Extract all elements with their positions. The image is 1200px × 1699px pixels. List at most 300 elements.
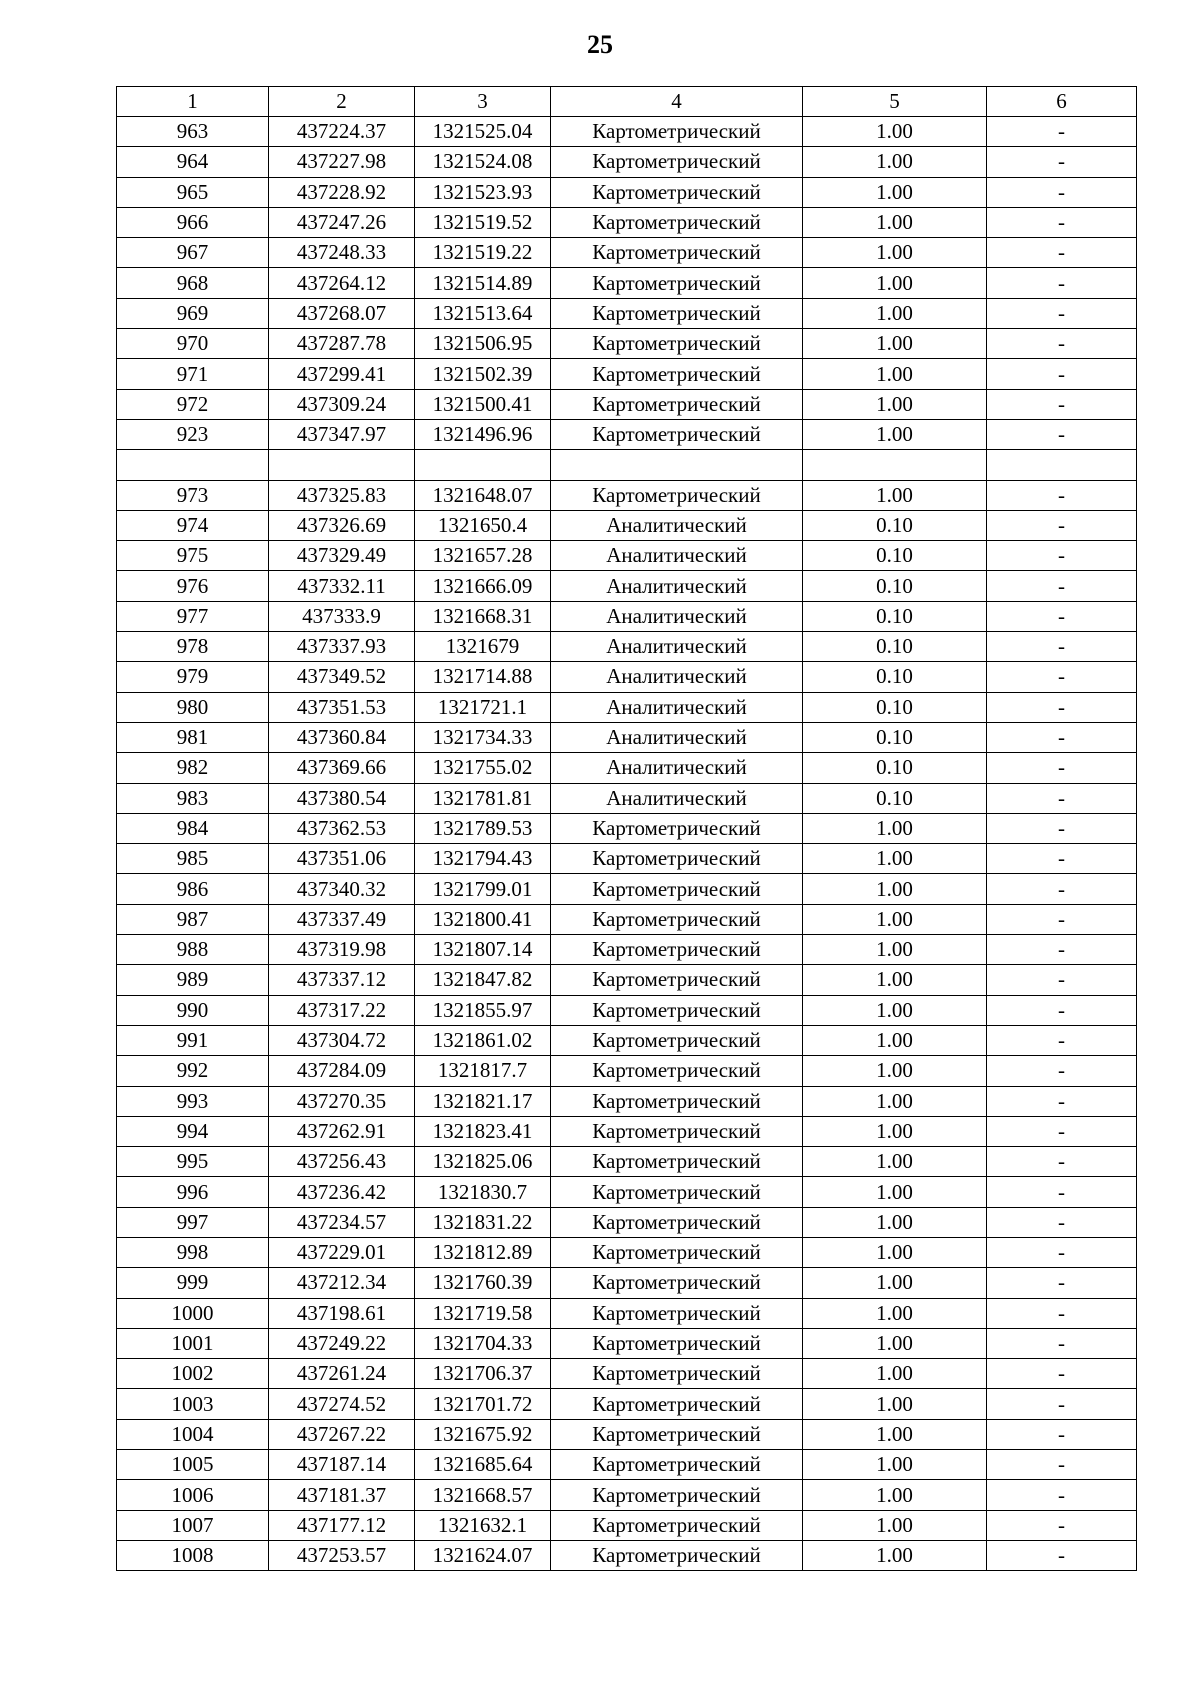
x-coordinate-cell: 437248.33	[269, 238, 415, 268]
point-number-cell: 971	[117, 359, 269, 389]
x-coordinate-cell	[269, 450, 415, 480]
table-row	[117, 510, 1137, 540]
accuracy-cell: 1.00	[803, 419, 987, 449]
y-coordinate-cell: 1321800.41	[415, 904, 551, 934]
point-number-cell: 976	[117, 571, 269, 601]
description-cell: -	[987, 813, 1137, 843]
description-cell: -	[987, 662, 1137, 692]
accuracy-cell: 1.00	[803, 207, 987, 237]
y-coordinate-cell: 1321855.97	[415, 995, 551, 1025]
x-coordinate-cell: 437337.12	[269, 965, 415, 995]
column-header: 5	[803, 87, 987, 117]
method-cell: Картометрический	[551, 1086, 803, 1116]
column-header: 4	[551, 87, 803, 117]
accuracy-cell: 1.00	[803, 298, 987, 328]
accuracy-cell: 1.00	[803, 1450, 987, 1480]
method-cell: Картометрический	[551, 1207, 803, 1237]
point-number-cell: 995	[117, 1147, 269, 1177]
y-coordinate-cell: 1321831.22	[415, 1207, 551, 1237]
x-coordinate-cell: 437267.22	[269, 1419, 415, 1449]
description-cell: -	[987, 1480, 1137, 1510]
table-row	[117, 904, 1137, 934]
method-cell: Картометрический	[551, 1025, 803, 1055]
table-row	[117, 359, 1137, 389]
y-coordinate-cell: 1321847.82	[415, 965, 551, 995]
description-cell: -	[987, 1268, 1137, 1298]
y-coordinate-cell: 1321668.57	[415, 1480, 551, 1510]
y-coordinate-cell: 1321624.07	[415, 1540, 551, 1570]
table-row	[117, 632, 1137, 662]
table-row	[117, 692, 1137, 722]
method-cell: Картометрический	[551, 1328, 803, 1358]
y-coordinate-cell: 1321657.28	[415, 541, 551, 571]
method-cell: Картометрический	[551, 177, 803, 207]
point-number-cell: 963	[117, 117, 269, 147]
column-header: 3	[415, 87, 551, 117]
table-row	[117, 935, 1137, 965]
point-number-cell: 1003	[117, 1389, 269, 1419]
method-cell: Картометрический	[551, 965, 803, 995]
x-coordinate-cell: 437340.32	[269, 874, 415, 904]
y-coordinate-cell: 1321668.31	[415, 601, 551, 631]
y-coordinate-cell: 1321794.43	[415, 844, 551, 874]
point-number-cell: 984	[117, 813, 269, 843]
x-coordinate-cell: 437253.57	[269, 1540, 415, 1570]
method-cell: Картометрический	[551, 1389, 803, 1419]
x-coordinate-cell: 437284.09	[269, 1056, 415, 1086]
point-number-cell: 987	[117, 904, 269, 934]
method-cell: Аналитический	[551, 601, 803, 631]
description-cell: -	[987, 904, 1137, 934]
accuracy-cell: 1.00	[803, 1268, 987, 1298]
method-cell: Картометрический	[551, 1147, 803, 1177]
x-coordinate-cell: 437349.52	[269, 662, 415, 692]
method-cell: Картометрический	[551, 1540, 803, 1570]
method-cell: Картометрический	[551, 1056, 803, 1086]
accuracy-cell: 1.00	[803, 1419, 987, 1449]
table-row	[117, 1419, 1137, 1449]
description-cell: -	[987, 874, 1137, 904]
description-cell: -	[987, 571, 1137, 601]
y-coordinate-cell: 1321823.41	[415, 1116, 551, 1146]
accuracy-cell: 0.10	[803, 722, 987, 752]
table-row	[117, 389, 1137, 419]
point-number-cell: 979	[117, 662, 269, 692]
x-coordinate-cell: 437262.91	[269, 1116, 415, 1146]
y-coordinate-cell: 1321817.7	[415, 1056, 551, 1086]
y-coordinate-cell: 1321519.52	[415, 207, 551, 237]
point-number-cell: 975	[117, 541, 269, 571]
coordinates-table	[116, 86, 1137, 1571]
table-row	[117, 783, 1137, 813]
x-coordinate-cell: 437229.01	[269, 1237, 415, 1267]
description-cell: -	[987, 1540, 1137, 1570]
table-row	[117, 1389, 1137, 1419]
table-row	[117, 722, 1137, 752]
point-number-cell: 974	[117, 510, 269, 540]
method-cell: Аналитический	[551, 662, 803, 692]
x-coordinate-cell: 437261.24	[269, 1359, 415, 1389]
table-row	[117, 995, 1137, 1025]
table-row	[117, 207, 1137, 237]
description-cell: -	[987, 753, 1137, 783]
description-cell: -	[987, 117, 1137, 147]
point-number-cell: 1004	[117, 1419, 269, 1449]
accuracy-cell: 1.00	[803, 1389, 987, 1419]
point-number-cell	[117, 450, 269, 480]
accuracy-cell: 1.00	[803, 480, 987, 510]
description-cell	[987, 450, 1137, 480]
point-number-cell: 996	[117, 1177, 269, 1207]
table-row	[117, 571, 1137, 601]
table-row	[117, 419, 1137, 449]
method-cell: Картометрический	[551, 1116, 803, 1146]
point-number-cell: 989	[117, 965, 269, 995]
x-coordinate-cell: 437329.49	[269, 541, 415, 571]
method-cell: Аналитический	[551, 692, 803, 722]
accuracy-cell: 1.00	[803, 1025, 987, 1055]
x-coordinate-cell: 437299.41	[269, 359, 415, 389]
column-header: 1	[117, 87, 269, 117]
x-coordinate-cell: 437347.97	[269, 419, 415, 449]
accuracy-cell: 1.00	[803, 1328, 987, 1358]
method-cell: Аналитический	[551, 571, 803, 601]
description-cell: -	[987, 177, 1137, 207]
method-cell: Картометрический	[551, 147, 803, 177]
x-coordinate-cell: 437187.14	[269, 1450, 415, 1480]
accuracy-cell: 0.10	[803, 662, 987, 692]
accuracy-cell	[803, 450, 987, 480]
y-coordinate-cell: 1321502.39	[415, 359, 551, 389]
x-coordinate-cell: 437317.22	[269, 995, 415, 1025]
x-coordinate-cell: 437325.83	[269, 480, 415, 510]
header-row	[117, 87, 1137, 117]
table-row	[117, 813, 1137, 843]
accuracy-cell: 1.00	[803, 813, 987, 843]
accuracy-cell: 1.00	[803, 1510, 987, 1540]
method-cell: Аналитический	[551, 722, 803, 752]
method-cell: Картометрический	[551, 389, 803, 419]
accuracy-cell: 1.00	[803, 844, 987, 874]
method-cell: Картометрический	[551, 904, 803, 934]
table-row	[117, 1450, 1137, 1480]
x-coordinate-cell: 437224.37	[269, 117, 415, 147]
table-row	[117, 1056, 1137, 1086]
x-coordinate-cell: 437351.53	[269, 692, 415, 722]
point-number-cell: 970	[117, 329, 269, 359]
point-number-cell: 1006	[117, 1480, 269, 1510]
method-cell: Картометрический	[551, 480, 803, 510]
method-cell: Картометрический	[551, 935, 803, 965]
description-cell: -	[987, 1298, 1137, 1328]
x-coordinate-cell: 437287.78	[269, 329, 415, 359]
table-row	[117, 298, 1137, 328]
accuracy-cell: 1.00	[803, 177, 987, 207]
method-cell: Картометрический	[551, 1450, 803, 1480]
y-coordinate-cell: 1321807.14	[415, 935, 551, 965]
y-coordinate-cell: 1321506.95	[415, 329, 551, 359]
table-row	[117, 965, 1137, 995]
accuracy-cell: 0.10	[803, 753, 987, 783]
x-coordinate-cell: 437181.37	[269, 1480, 415, 1510]
description-cell: -	[987, 329, 1137, 359]
description-cell: -	[987, 1389, 1137, 1419]
description-cell: -	[987, 935, 1137, 965]
table-row	[117, 1237, 1137, 1267]
x-coordinate-cell: 437304.72	[269, 1025, 415, 1055]
point-number-cell: 980	[117, 692, 269, 722]
description-cell: -	[987, 541, 1137, 571]
point-number-cell: 993	[117, 1086, 269, 1116]
table-row	[117, 1540, 1137, 1570]
point-number-cell: 1002	[117, 1359, 269, 1389]
table-row	[117, 329, 1137, 359]
y-coordinate-cell: 1321500.41	[415, 389, 551, 419]
method-cell: Картометрический	[551, 1298, 803, 1328]
point-number-cell: 998	[117, 1237, 269, 1267]
x-coordinate-cell: 437360.84	[269, 722, 415, 752]
x-coordinate-cell: 437274.52	[269, 1389, 415, 1419]
table-row	[117, 541, 1137, 571]
accuracy-cell: 1.00	[803, 1177, 987, 1207]
description-cell: -	[987, 1177, 1137, 1207]
point-number-cell: 986	[117, 874, 269, 904]
accuracy-cell: 1.00	[803, 935, 987, 965]
y-coordinate-cell: 1321719.58	[415, 1298, 551, 1328]
x-coordinate-cell: 437332.11	[269, 571, 415, 601]
accuracy-cell: 1.00	[803, 147, 987, 177]
y-coordinate-cell: 1321675.92	[415, 1419, 551, 1449]
description-cell: -	[987, 1056, 1137, 1086]
point-number-cell: 1007	[117, 1510, 269, 1540]
point-number-cell: 992	[117, 1056, 269, 1086]
table-row	[117, 1177, 1137, 1207]
point-number-cell: 988	[117, 935, 269, 965]
accuracy-cell: 0.10	[803, 601, 987, 631]
description-cell: -	[987, 419, 1137, 449]
accuracy-cell: 1.00	[803, 904, 987, 934]
accuracy-cell: 1.00	[803, 965, 987, 995]
description-cell: -	[987, 1147, 1137, 1177]
point-number-cell: 967	[117, 238, 269, 268]
method-cell: Аналитический	[551, 541, 803, 571]
point-number-cell: 973	[117, 480, 269, 510]
x-coordinate-cell: 437268.07	[269, 298, 415, 328]
y-coordinate-cell: 1321789.53	[415, 813, 551, 843]
accuracy-cell: 1.00	[803, 1480, 987, 1510]
x-coordinate-cell: 437362.53	[269, 813, 415, 843]
point-number-cell: 981	[117, 722, 269, 752]
method-cell: Картометрический	[551, 329, 803, 359]
method-cell: Картометрический	[551, 874, 803, 904]
accuracy-cell: 1.00	[803, 1116, 987, 1146]
accuracy-cell: 1.00	[803, 874, 987, 904]
y-coordinate-cell: 1321513.64	[415, 298, 551, 328]
x-coordinate-cell: 437351.06	[269, 844, 415, 874]
point-number-cell: 968	[117, 268, 269, 298]
description-cell: -	[987, 1510, 1137, 1540]
point-number-cell: 965	[117, 177, 269, 207]
description-cell: -	[987, 965, 1137, 995]
table-row	[117, 601, 1137, 631]
table-row	[117, 1207, 1137, 1237]
method-cell: Картометрический	[551, 844, 803, 874]
x-coordinate-cell: 437236.42	[269, 1177, 415, 1207]
table-row	[117, 450, 1137, 480]
table-row	[117, 238, 1137, 268]
y-coordinate-cell: 1321514.89	[415, 268, 551, 298]
accuracy-cell: 1.00	[803, 1237, 987, 1267]
accuracy-cell: 1.00	[803, 1207, 987, 1237]
x-coordinate-cell: 437319.98	[269, 935, 415, 965]
method-cell: Картометрический	[551, 1177, 803, 1207]
description-cell: -	[987, 1086, 1137, 1116]
table-row	[117, 1328, 1137, 1358]
description-cell: -	[987, 389, 1137, 419]
point-number-cell: 966	[117, 207, 269, 237]
accuracy-cell: 0.10	[803, 632, 987, 662]
x-coordinate-cell: 437256.43	[269, 1147, 415, 1177]
description-cell: -	[987, 995, 1137, 1025]
method-cell: Картометрический	[551, 1510, 803, 1540]
y-coordinate-cell: 1321760.39	[415, 1268, 551, 1298]
y-coordinate-cell: 1321721.1	[415, 692, 551, 722]
table-row	[117, 268, 1137, 298]
accuracy-cell: 1.00	[803, 329, 987, 359]
page-number: 25	[587, 30, 613, 59]
method-cell: Картометрический	[551, 1480, 803, 1510]
accuracy-cell: 0.10	[803, 783, 987, 813]
description-cell: -	[987, 1025, 1137, 1055]
table-row	[117, 1359, 1137, 1389]
description-cell: -	[987, 632, 1137, 662]
x-coordinate-cell: 437227.98	[269, 147, 415, 177]
method-cell: Аналитический	[551, 753, 803, 783]
accuracy-cell: 0.10	[803, 510, 987, 540]
x-coordinate-cell: 437247.26	[269, 207, 415, 237]
accuracy-cell: 1.00	[803, 995, 987, 1025]
point-number-cell: 983	[117, 783, 269, 813]
description-cell: -	[987, 722, 1137, 752]
method-cell: Картометрический	[551, 1419, 803, 1449]
point-number-cell: 977	[117, 601, 269, 631]
method-cell: Картометрический	[551, 813, 803, 843]
y-coordinate-cell: 1321648.07	[415, 480, 551, 510]
x-coordinate-cell: 437369.66	[269, 753, 415, 783]
point-number-cell: 1008	[117, 1540, 269, 1570]
x-coordinate-cell: 437264.12	[269, 268, 415, 298]
accuracy-cell: 0.10	[803, 692, 987, 722]
accuracy-cell: 0.10	[803, 541, 987, 571]
y-coordinate-cell: 1321830.7	[415, 1177, 551, 1207]
table-row	[117, 480, 1137, 510]
y-coordinate-cell: 1321812.89	[415, 1237, 551, 1267]
description-cell: -	[987, 510, 1137, 540]
description-cell: -	[987, 298, 1137, 328]
method-cell: Картометрический	[551, 1268, 803, 1298]
description-cell: -	[987, 359, 1137, 389]
description-cell: -	[987, 238, 1137, 268]
method-cell: Картометрический	[551, 359, 803, 389]
y-coordinate-cell: 1321821.17	[415, 1086, 551, 1116]
method-cell: Картометрический	[551, 238, 803, 268]
y-coordinate-cell: 1321825.06	[415, 1147, 551, 1177]
method-cell: Картометрический	[551, 207, 803, 237]
description-cell: -	[987, 601, 1137, 631]
point-number-cell: 990	[117, 995, 269, 1025]
x-coordinate-cell: 437326.69	[269, 510, 415, 540]
point-number-cell: 969	[117, 298, 269, 328]
y-coordinate-cell: 1321706.37	[415, 1359, 551, 1389]
table-row	[117, 874, 1137, 904]
y-coordinate-cell: 1321701.72	[415, 1389, 551, 1419]
y-coordinate-cell: 1321679	[415, 632, 551, 662]
method-cell: Картометрический	[551, 268, 803, 298]
table-row	[117, 753, 1137, 783]
x-coordinate-cell: 437212.34	[269, 1268, 415, 1298]
table-row	[117, 1510, 1137, 1540]
accuracy-cell: 1.00	[803, 359, 987, 389]
accuracy-cell: 1.00	[803, 1147, 987, 1177]
y-coordinate-cell: 1321519.22	[415, 238, 551, 268]
x-coordinate-cell: 437380.54	[269, 783, 415, 813]
description-cell: -	[987, 268, 1137, 298]
accuracy-cell: 1.00	[803, 389, 987, 419]
y-coordinate-cell	[415, 450, 551, 480]
description-cell: -	[987, 1450, 1137, 1480]
accuracy-cell: 0.10	[803, 571, 987, 601]
table-body	[117, 117, 1137, 1571]
y-coordinate-cell: 1321755.02	[415, 753, 551, 783]
point-number-cell: 991	[117, 1025, 269, 1055]
y-coordinate-cell: 1321650.4	[415, 510, 551, 540]
point-number-cell: 1001	[117, 1328, 269, 1358]
y-coordinate-cell: 1321685.64	[415, 1450, 551, 1480]
table-row	[117, 1116, 1137, 1146]
method-cell: Картометрический	[551, 1237, 803, 1267]
point-number-cell: 978	[117, 632, 269, 662]
x-coordinate-cell: 437337.93	[269, 632, 415, 662]
accuracy-cell: 1.00	[803, 1540, 987, 1570]
x-coordinate-cell: 437234.57	[269, 1207, 415, 1237]
accuracy-cell: 1.00	[803, 268, 987, 298]
y-coordinate-cell: 1321861.02	[415, 1025, 551, 1055]
point-number-cell: 972	[117, 389, 269, 419]
x-coordinate-cell: 437309.24	[269, 389, 415, 419]
table-row	[117, 147, 1137, 177]
y-coordinate-cell: 1321523.93	[415, 177, 551, 207]
x-coordinate-cell: 437177.12	[269, 1510, 415, 1540]
accuracy-cell: 1.00	[803, 238, 987, 268]
y-coordinate-cell: 1321666.09	[415, 571, 551, 601]
accuracy-cell: 1.00	[803, 1056, 987, 1086]
column-header: 6	[987, 87, 1137, 117]
description-cell: -	[987, 480, 1137, 510]
table-row	[117, 844, 1137, 874]
method-cell: Аналитический	[551, 783, 803, 813]
point-number-cell: 994	[117, 1116, 269, 1146]
accuracy-cell: 1.00	[803, 1359, 987, 1389]
method-cell	[551, 450, 803, 480]
method-cell: Аналитический	[551, 510, 803, 540]
point-number-cell: 1005	[117, 1450, 269, 1480]
y-coordinate-cell: 1321781.81	[415, 783, 551, 813]
accuracy-cell: 1.00	[803, 117, 987, 147]
method-cell: Картометрический	[551, 1359, 803, 1389]
method-cell: Аналитический	[551, 632, 803, 662]
table-row	[117, 1480, 1137, 1510]
x-coordinate-cell: 437337.49	[269, 904, 415, 934]
